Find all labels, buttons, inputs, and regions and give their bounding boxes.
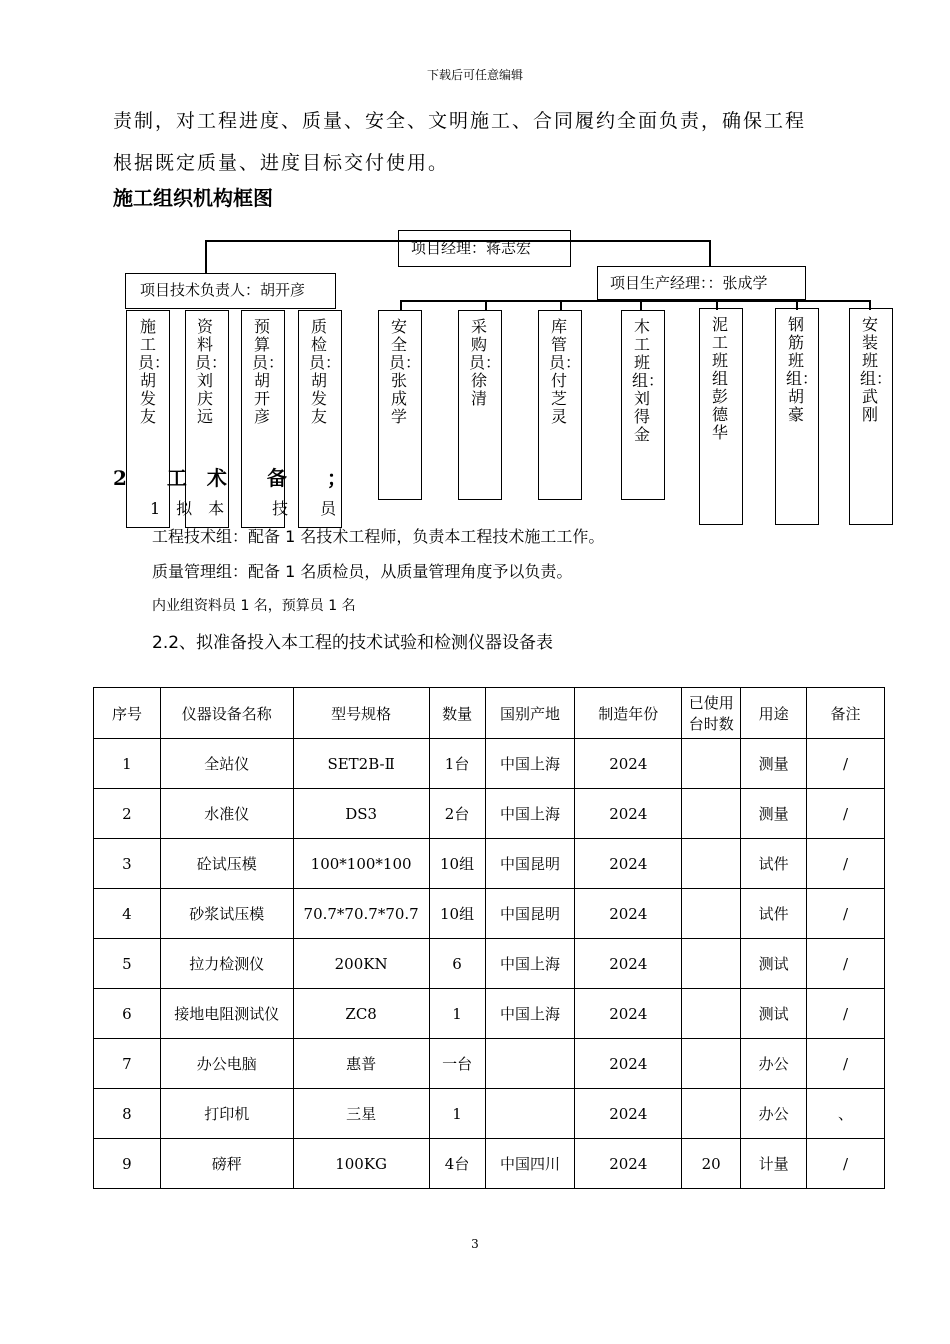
table-cell: 7 — [94, 1039, 161, 1089]
table-cell: 8 — [94, 1089, 161, 1139]
quality-group-text: 质量管理组：配备 1 名质检员，从质量管理角度予以负责。 — [152, 562, 573, 581]
page-number: 3 — [471, 1237, 479, 1251]
table-cell — [682, 789, 741, 839]
table-cell — [682, 1089, 741, 1139]
table-cell: 办公 — [741, 1039, 807, 1089]
table-cell — [682, 739, 741, 789]
section2-heading: 2 工 术 备 ； — [113, 466, 347, 490]
internal-group-text: 内业组资料员 1 名，预算员 1 名 — [152, 598, 356, 614]
table-cell: 打印机 — [160, 1089, 293, 1139]
table-cell: 接地电阻测试仪 — [160, 989, 293, 1039]
table-cell: 砼试压模 — [160, 839, 293, 889]
table-cell: 计量 — [741, 1139, 807, 1189]
table-cell: 中国昆明 — [485, 889, 575, 939]
table-cell — [682, 889, 741, 939]
table-cell: 2024 — [575, 1089, 682, 1139]
table-cell: 1 — [429, 989, 485, 1039]
table-row — [94, 739, 885, 789]
table-cell: 2024 — [575, 989, 682, 1039]
table-cell: / — [807, 1039, 885, 1089]
table-header-cell: 国别产地 — [485, 688, 575, 739]
table-cell: 70.7*70.7*70.7 — [293, 889, 429, 939]
member-label: 泥工班组彭德华 — [711, 315, 728, 442]
table-header-cell: 用途 — [741, 688, 807, 739]
member-label: 采购员：徐 清 — [469, 317, 504, 408]
member-label: 钢筋班组：胡 豪 — [786, 315, 821, 424]
intro-line-1: 责制，对工程进度、质量、安全、文明施工、合同履约全面负责，确保工程 — [113, 110, 807, 132]
member-label: 安全员：张成学 — [389, 317, 422, 426]
table-cell: 测试 — [741, 939, 807, 989]
table-header-cell: 数量 — [429, 688, 485, 739]
production-manager-label: 项目生产经理：：张成学 — [610, 274, 768, 292]
table-cell: 6 — [94, 989, 161, 1039]
table-cell: 拉力检测仪 — [160, 939, 293, 989]
table-cell — [682, 1039, 741, 1089]
table-header-row — [94, 688, 885, 739]
org-chart-title: 施工组织机构框图 — [113, 186, 273, 210]
table-cell: 9 — [94, 1139, 161, 1189]
table-cell: 测量 — [741, 789, 807, 839]
table-cell: 中国上海 — [485, 939, 575, 989]
table-row — [94, 1039, 885, 1089]
table-cell — [682, 839, 741, 889]
connector-stub — [560, 300, 562, 310]
project-manager-label: 项目经理：蒋志宏 — [411, 239, 532, 257]
table-cell: 、 — [807, 1089, 885, 1139]
table-cell: 中国上海 — [485, 989, 575, 1039]
table-cell: 办公电脑 — [160, 1039, 293, 1089]
table-row — [94, 939, 885, 989]
table-cell — [485, 1089, 575, 1139]
table-cell: 2024 — [575, 739, 682, 789]
connector-right-branch — [400, 300, 870, 302]
table-cell: 6 — [429, 939, 485, 989]
connector-stub — [400, 300, 402, 310]
connector-stub — [485, 300, 487, 310]
table-cell: 2024 — [575, 939, 682, 989]
table-cell: 2024 — [575, 789, 682, 839]
table-cell: 惠普 — [293, 1039, 429, 1089]
table-cell: 2台 — [429, 789, 485, 839]
table-header-cell: 制造年份 — [575, 688, 682, 739]
table-cell: 办公 — [741, 1089, 807, 1139]
table-cell: 试件 — [741, 889, 807, 939]
table-cell: 10组 — [429, 839, 485, 889]
table-cell: SET2B-Ⅱ — [293, 739, 429, 789]
table-cell: 水准仪 — [160, 789, 293, 839]
table-cell: 2024 — [575, 839, 682, 889]
table-row — [94, 889, 885, 939]
table-cell: / — [807, 739, 885, 789]
table-row — [94, 789, 885, 839]
table-cell: 全站仪 — [160, 739, 293, 789]
table-cell: / — [807, 789, 885, 839]
tech-lead-label: 项目技术负责人：胡开彦 — [140, 281, 306, 299]
table-cell: 2 — [94, 789, 161, 839]
table-cell: / — [807, 839, 885, 889]
table-body — [94, 739, 885, 1189]
table-cell: 砂浆试压模 — [160, 889, 293, 939]
table-cell: 4台 — [429, 1139, 485, 1189]
table-cell: ZC8 — [293, 989, 429, 1039]
table-cell: 20 — [682, 1139, 741, 1189]
table-cell — [485, 1039, 575, 1089]
member-label: 资料员：刘庆远 — [195, 317, 228, 426]
table-row — [94, 989, 885, 1039]
member-label: 预算员：胡开彦 — [252, 317, 285, 426]
connector-stub — [640, 300, 642, 310]
intro-line-2: 根据既定质量、进度目标交付使用。 — [113, 152, 450, 174]
member-label: 安装班组：武 刚 — [860, 315, 895, 424]
table-cell: 4 — [94, 889, 161, 939]
table-cell: 100*100*100 — [293, 839, 429, 889]
section22-heading: 2.2、拟准备投入本工程的技术试验和检测仪器设备表 — [152, 633, 554, 653]
table-cell: DS3 — [293, 789, 429, 839]
table-header-cell: 型号规格 — [293, 688, 429, 739]
member-label: 施工员：胡发友 — [138, 317, 171, 426]
table-cell: 试件 — [741, 839, 807, 889]
table-cell: 一台 — [429, 1039, 485, 1089]
table-cell: / — [807, 1139, 885, 1189]
table-cell: 2024 — [575, 889, 682, 939]
table-cell: / — [807, 889, 885, 939]
table-cell: 2024 — [575, 1039, 682, 1089]
table-cell: 磅秤 — [160, 1139, 293, 1189]
equipment-table — [93, 687, 885, 1189]
table-cell — [682, 939, 741, 989]
table-cell: 中国上海 — [485, 789, 575, 839]
table-row — [94, 1089, 885, 1139]
table-header-cell: 序号 — [94, 688, 161, 739]
table-cell: 三星 — [293, 1089, 429, 1139]
table-header-cell: 已使用台时数 — [682, 688, 741, 739]
table-cell: 3 — [94, 839, 161, 889]
table-cell: / — [807, 939, 885, 989]
table-cell: 1 — [94, 739, 161, 789]
table-header-cell: 仪器设备名称 — [160, 688, 293, 739]
member-label: 木工班组：刘得金 — [632, 317, 665, 444]
table-row — [94, 1139, 885, 1189]
table-cell: 2024 — [575, 1139, 682, 1189]
table-cell — [682, 989, 741, 1039]
table-cell: 5 — [94, 939, 161, 989]
table-cell: 1台 — [429, 739, 485, 789]
table-cell: 中国昆明 — [485, 839, 575, 889]
table-cell: 中国四川 — [485, 1139, 575, 1189]
connector-left-down — [205, 240, 207, 274]
table-cell: 1 — [429, 1089, 485, 1139]
table-cell: 100KG — [293, 1139, 429, 1189]
table-cell: 测试 — [741, 989, 807, 1039]
connector-right-down — [709, 240, 711, 267]
member-label: 质检员：胡发友 — [309, 317, 342, 426]
table-row — [94, 839, 885, 889]
table-cell: 测量 — [741, 739, 807, 789]
table-cell: 200KN — [293, 939, 429, 989]
table-cell: / — [807, 989, 885, 1039]
table-header-cell: 备注 — [807, 688, 885, 739]
section21-heading: 1 拟 本 技 员 — [150, 499, 337, 518]
table-cell: 中国上海 — [485, 739, 575, 789]
header-note: 下载后可任意编辑 — [426, 68, 523, 82]
member-label: 库管员：付芝灵 — [549, 317, 582, 426]
table-cell: 10组 — [429, 889, 485, 939]
tech-group-text: 工程技术组：配备 1 名技术工程师，负责本工程技术施工工作。 — [152, 527, 605, 546]
